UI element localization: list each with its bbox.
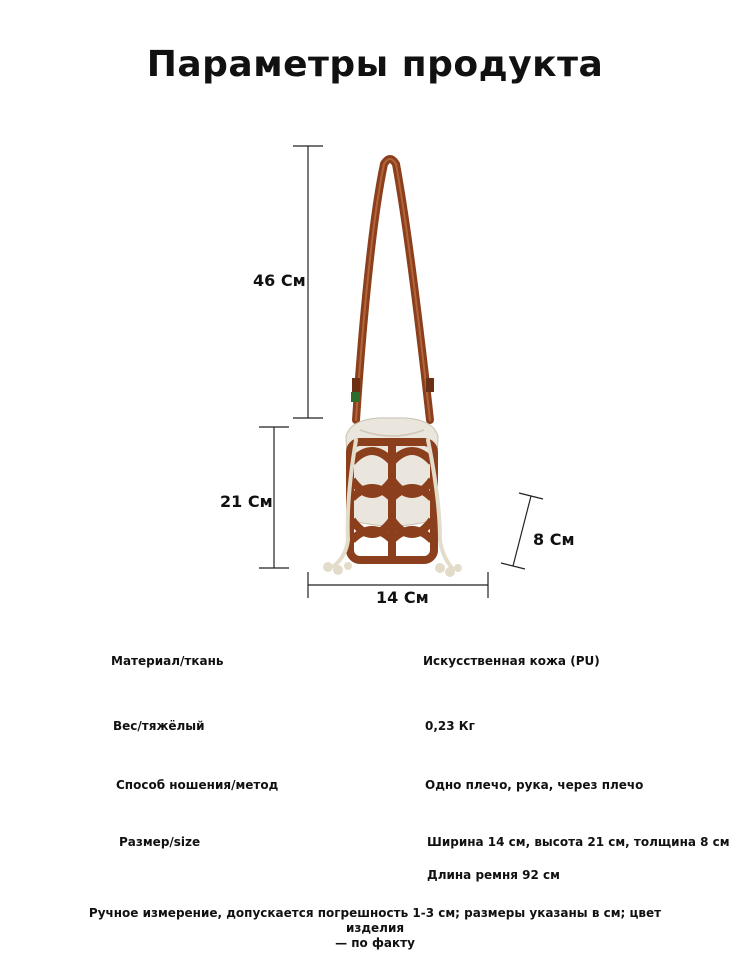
depth-label: 8 См bbox=[533, 530, 575, 549]
rope-tassels bbox=[323, 562, 462, 577]
spec-value-size: Ширина 14 см, высота 21 см, толщина 8 см bbox=[427, 835, 730, 849]
spec-value-material: Искусственная кожа (PU) bbox=[423, 654, 600, 668]
spec-label-weight: Вес/тяжёлый bbox=[113, 719, 205, 733]
strap-drop-label: 46 См bbox=[253, 271, 306, 290]
spec-label-carry-method: Способ ношения/метод bbox=[116, 778, 279, 792]
spec-label-material: Материал/ткань bbox=[111, 654, 224, 668]
spec-value-strap-length: Длина ремня 92 см bbox=[427, 868, 560, 882]
page-title: Параметры продукта bbox=[146, 44, 604, 85]
spec-label-size: Размер/size bbox=[119, 835, 201, 849]
width-label: 14 См bbox=[376, 588, 429, 607]
spec-value-weight: 0,23 Кг bbox=[425, 719, 475, 733]
spec-value-carry-method: Одно плечо, рука, через плечо bbox=[425, 778, 644, 792]
footnote bbox=[60, 906, 690, 951]
footnote-line-1: Ручное измерение, допускается погрешность 1-3 см; размеры указаны в см; цвет изделия bbox=[88, 906, 662, 935]
bag-strap bbox=[351, 159, 434, 420]
footnote-line-2: — по факту bbox=[335, 936, 415, 950]
height-label: 21 См bbox=[220, 492, 273, 511]
